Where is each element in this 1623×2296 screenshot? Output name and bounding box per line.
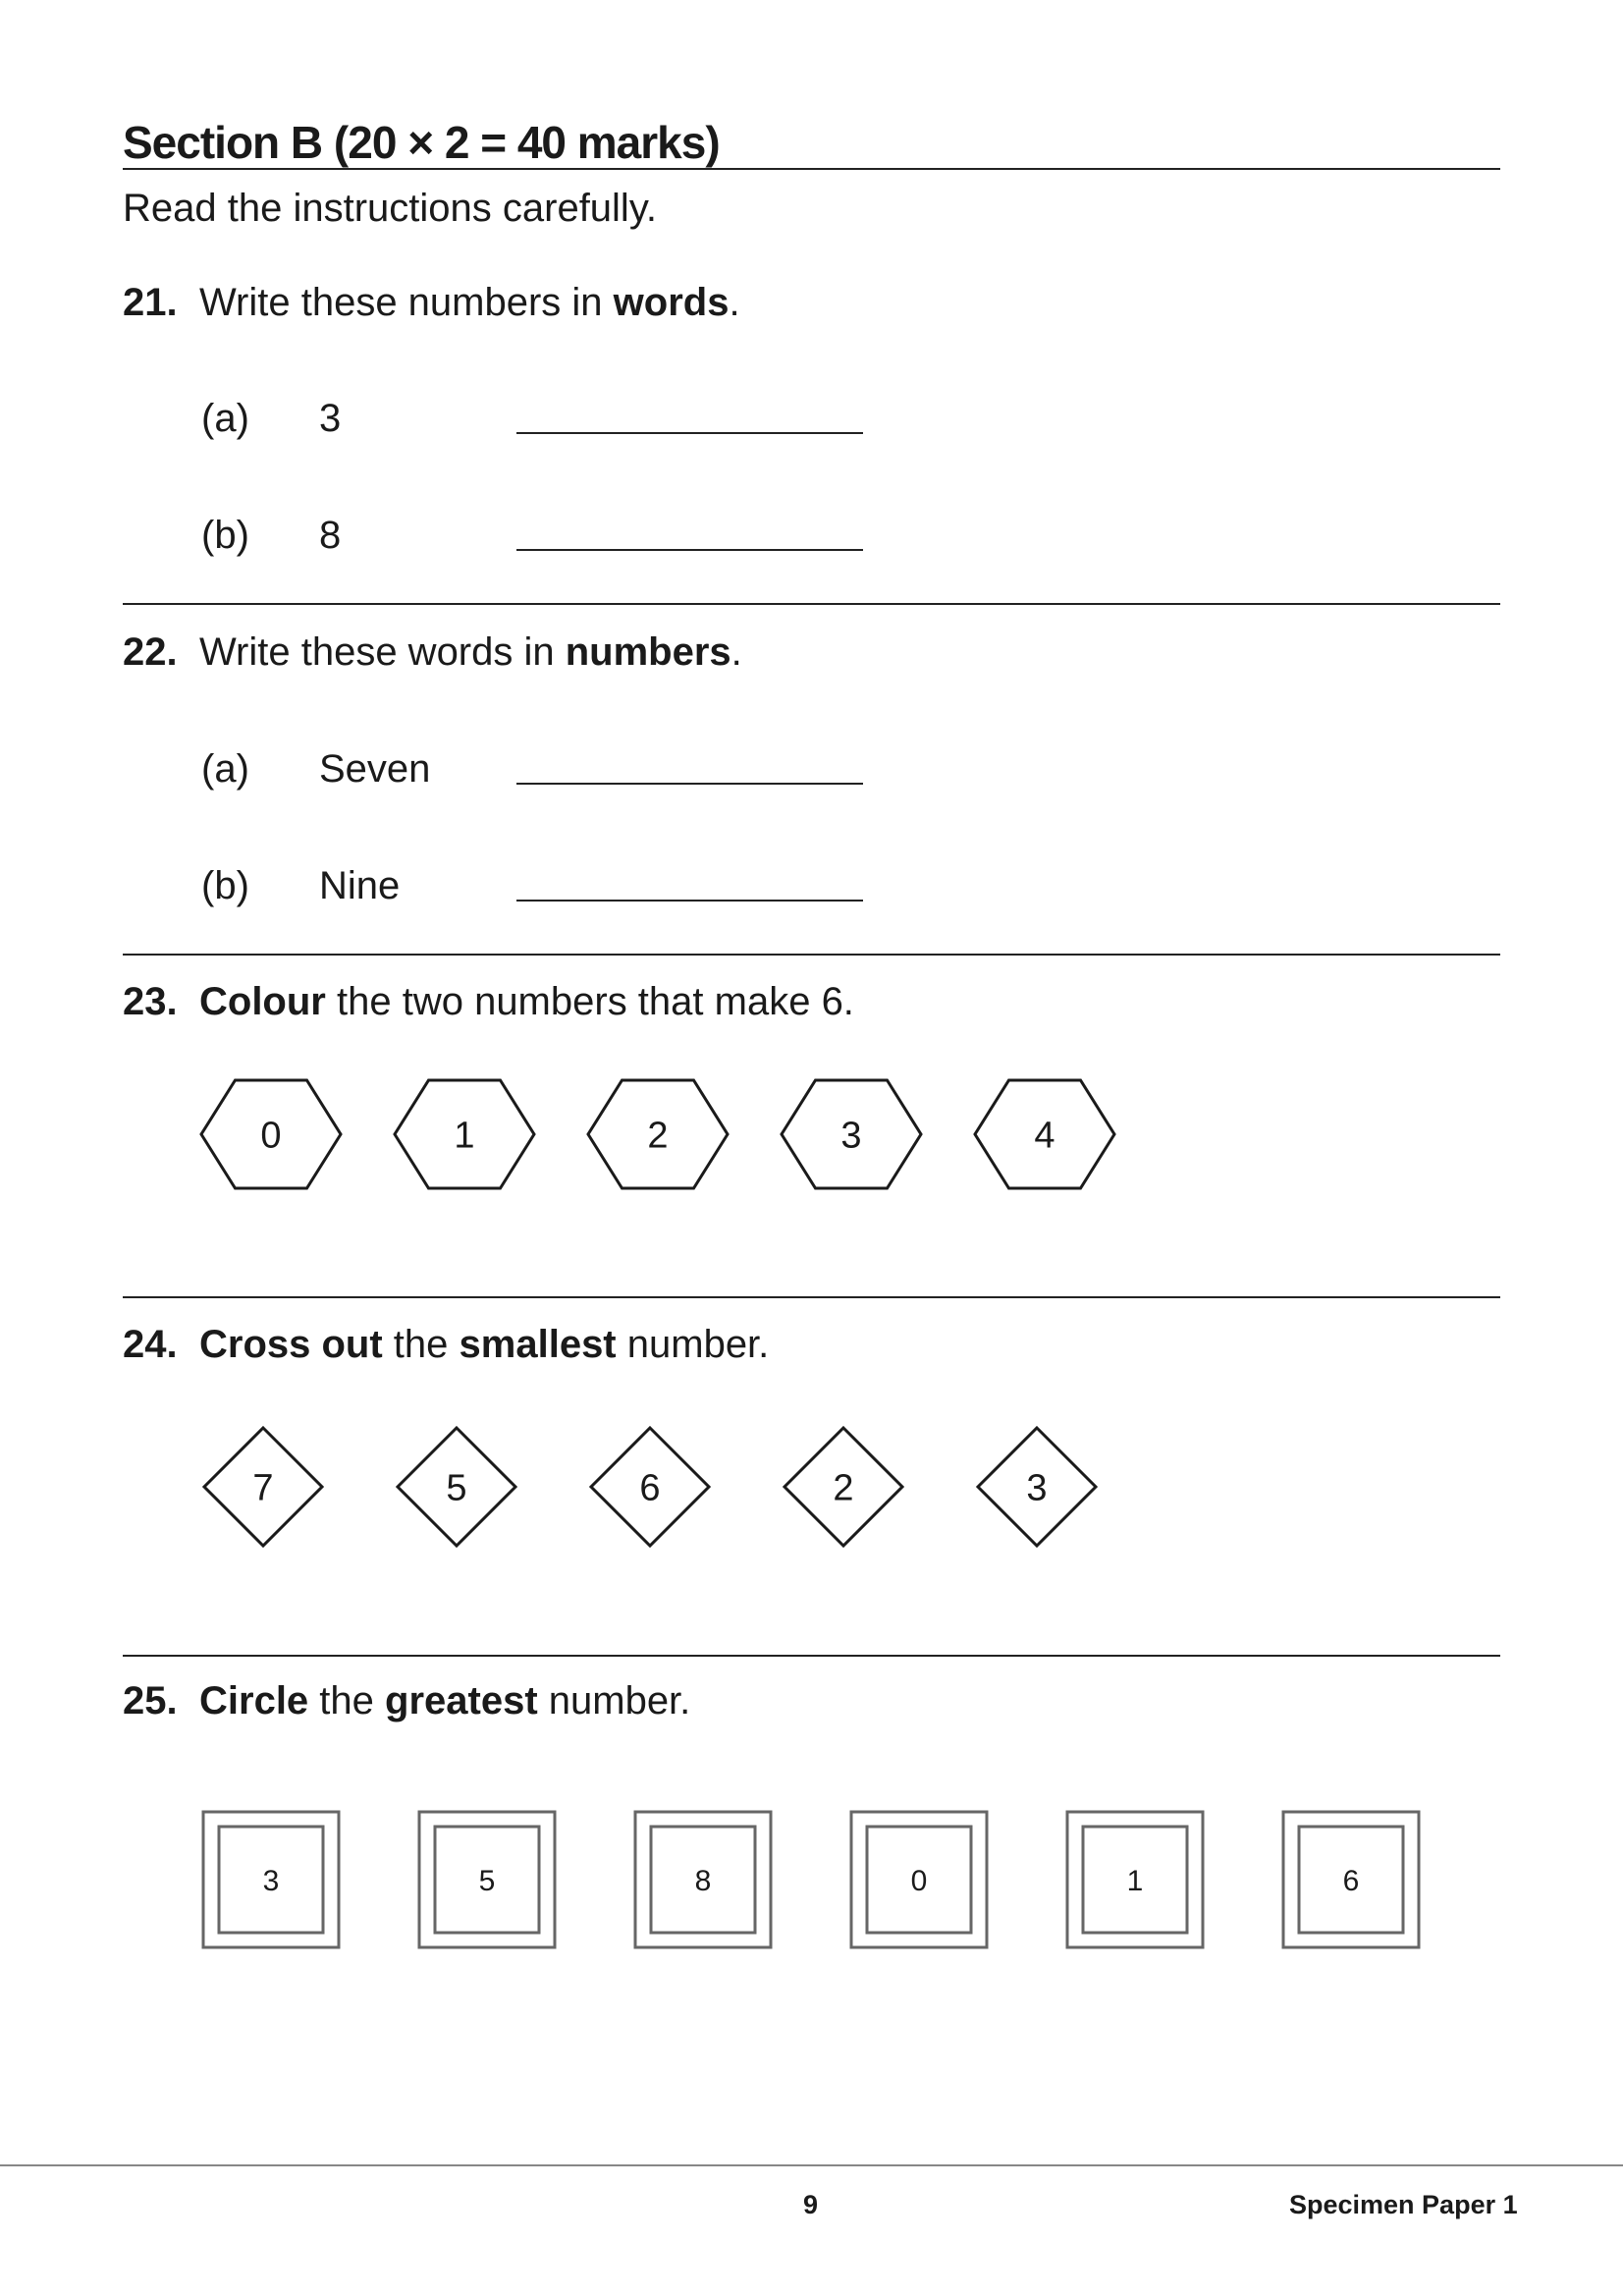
question-23: 23. Colour the two numbers that make 6. [123, 980, 854, 1023]
diamond-option[interactable] [976, 1426, 1098, 1548]
svg-text:2: 2 [647, 1115, 669, 1157]
q22-a-value: Seven [319, 747, 431, 791]
section-title-underline [123, 168, 1500, 170]
divider [123, 954, 1500, 956]
svg-text:6: 6 [639, 1467, 661, 1509]
q21-a-value: 3 [319, 397, 342, 440]
page-number: 9 [803, 2190, 819, 2219]
question-25: 25. Circle the greatest number. [123, 1679, 691, 1722]
svg-text:3: 3 [262, 1864, 280, 1897]
diamond-option[interactable] [202, 1426, 324, 1548]
q22-a-answer-line[interactable] [516, 783, 863, 785]
divider [123, 1655, 1500, 1657]
hexagon-option[interactable] [780, 1078, 923, 1190]
svg-text:2: 2 [833, 1467, 854, 1509]
footer-rule [0, 2164, 1623, 2166]
square-option[interactable] [201, 1810, 341, 1949]
q22-b-value: Nine [319, 864, 401, 907]
svg-text:5: 5 [478, 1864, 496, 1897]
question-number: 21. [123, 281, 178, 324]
q21-b-value: 8 [319, 514, 342, 557]
square-option[interactable] [849, 1810, 989, 1949]
svg-text:5: 5 [446, 1467, 467, 1509]
divider [123, 1296, 1500, 1298]
q22-a-label: (a) [201, 747, 249, 791]
svg-text:3: 3 [840, 1115, 862, 1157]
svg-text:1: 1 [454, 1115, 475, 1157]
q22-b-answer-line[interactable] [516, 900, 863, 902]
svg-text:0: 0 [260, 1115, 282, 1157]
svg-text:1: 1 [1126, 1864, 1144, 1897]
square-option[interactable] [417, 1810, 557, 1949]
hexagon-option[interactable] [586, 1078, 730, 1190]
q21-b-answer-line[interactable] [516, 549, 863, 551]
instructions: Read the instructions carefully. [123, 187, 657, 230]
svg-text:7: 7 [252, 1467, 274, 1509]
diamond-option[interactable] [783, 1426, 904, 1548]
square-option[interactable] [633, 1810, 773, 1949]
question-21: 21. Write these numbers in words. [123, 281, 740, 324]
section-title: Section B (20 × 2 = 40 marks) [123, 117, 720, 168]
square-option[interactable] [1281, 1810, 1421, 1949]
svg-text:3: 3 [1026, 1467, 1048, 1509]
svg-text:8: 8 [694, 1864, 712, 1897]
question-24: 24. Cross out the smallest number. [123, 1323, 770, 1366]
hexagon-option[interactable] [973, 1078, 1116, 1190]
square-option[interactable] [1065, 1810, 1205, 1949]
svg-text:6: 6 [1342, 1864, 1360, 1897]
question-22: 22. Write these words in numbers. [123, 630, 742, 674]
svg-text:4: 4 [1034, 1115, 1055, 1157]
q21-a-answer-line[interactable] [516, 432, 863, 434]
divider [123, 603, 1500, 605]
q21-b-label: (b) [201, 514, 249, 557]
q22-b-label: (b) [201, 864, 249, 907]
q21-a-label: (a) [201, 397, 249, 440]
footer-label: Specimen Paper 1 [1289, 2190, 1518, 2219]
hexagon-option[interactable] [199, 1078, 343, 1190]
hexagon-option[interactable] [393, 1078, 536, 1190]
diamond-option[interactable] [396, 1426, 517, 1548]
svg-text:0: 0 [910, 1864, 928, 1897]
diamond-option[interactable] [589, 1426, 711, 1548]
